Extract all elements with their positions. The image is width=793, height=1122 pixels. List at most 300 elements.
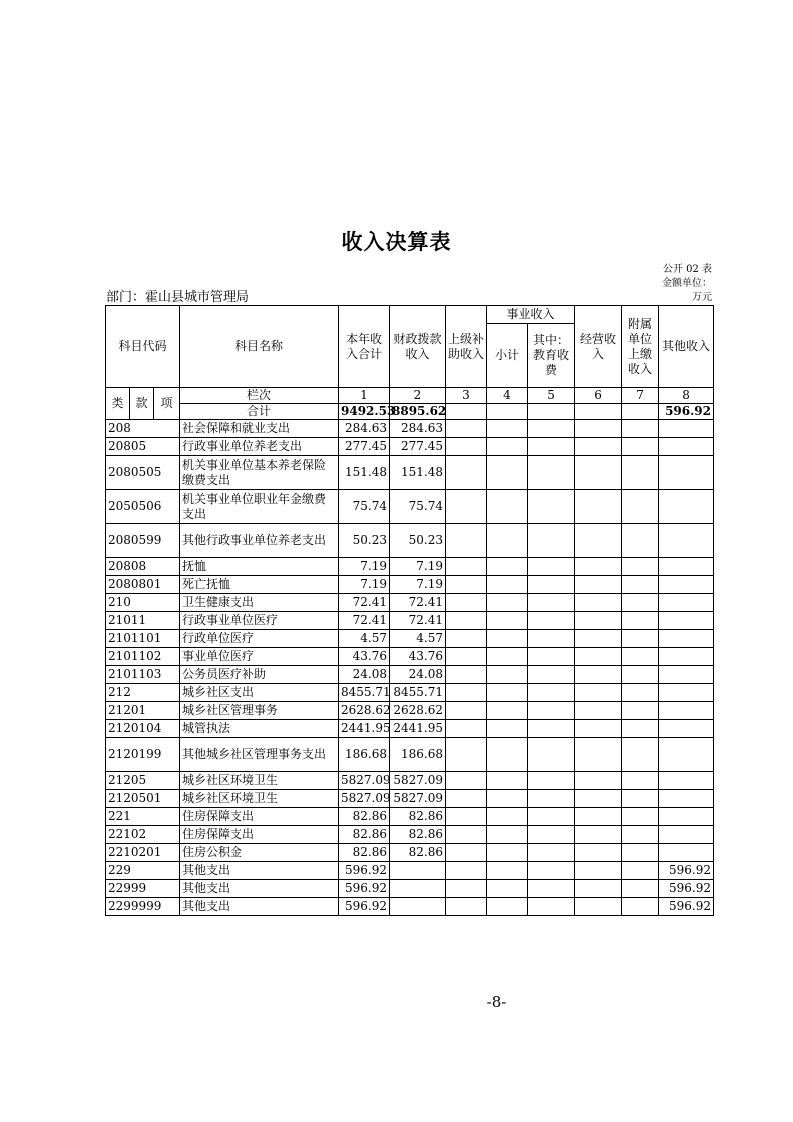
row-col8: [659, 630, 714, 648]
row-col7: [622, 594, 659, 612]
row-code: 229: [106, 862, 180, 880]
row-col6: [575, 738, 622, 772]
row-name: 城乡社区环境卫生: [180, 772, 339, 790]
row-col5: [528, 720, 575, 738]
row-col1: 596.92: [339, 898, 390, 916]
row-name: 事业单位医疗: [180, 648, 339, 666]
row-col2: 7.19: [390, 558, 446, 576]
row-col3: [446, 594, 487, 612]
row-col6: [575, 594, 622, 612]
row-col5: [528, 576, 575, 594]
row-name: 城乡社区支出: [180, 684, 339, 702]
row-col2: 50.23: [390, 524, 446, 558]
row-name: 机关事业单位基本养老保险缴费支出: [180, 456, 339, 490]
row-col4: [487, 844, 528, 862]
row-col2: [390, 898, 446, 916]
row-col1: 2441.95: [339, 720, 390, 738]
row-col7: [622, 612, 659, 630]
row-name: 城管执法: [180, 720, 339, 738]
row-col2: 4.57: [390, 630, 446, 648]
row-col6: [575, 684, 622, 702]
row-col1: 82.86: [339, 826, 390, 844]
header-col4: 小计: [487, 324, 528, 388]
row-col7: [622, 844, 659, 862]
row-col5: [528, 630, 575, 648]
row-col8: [659, 648, 714, 666]
row-col3: [446, 630, 487, 648]
table-row: [106, 684, 714, 702]
row-col4: [487, 826, 528, 844]
row-col2: [390, 880, 446, 898]
row-col5: [528, 862, 575, 880]
row-col7: [622, 684, 659, 702]
table-row: [106, 666, 714, 684]
row-code: 2050506: [106, 490, 180, 524]
row-col1: 75.74: [339, 490, 390, 524]
row-col3: [446, 898, 487, 916]
row-col4: [487, 490, 528, 524]
row-col3: [446, 808, 487, 826]
row-code: 22999: [106, 880, 180, 898]
table-row: [106, 456, 714, 490]
row-col5: [528, 490, 575, 524]
row-code: 2120104: [106, 720, 180, 738]
row-col2: 8455.71: [390, 684, 446, 702]
row-code: 22102: [106, 826, 180, 844]
table-row: [106, 738, 714, 772]
table-row: [106, 438, 714, 456]
row-col5: [528, 826, 575, 844]
row-col4: [487, 880, 528, 898]
row-col8: [659, 420, 714, 438]
row-col5: [528, 666, 575, 684]
header-col3: 上级补助收入: [446, 306, 487, 388]
row-col7: [622, 456, 659, 490]
row-code: 210: [106, 594, 180, 612]
table-row: [106, 862, 714, 880]
row-col1: 72.41: [339, 612, 390, 630]
row-col3: [446, 666, 487, 684]
table-row: [106, 898, 714, 916]
row-col7: [622, 490, 659, 524]
table-row: [106, 702, 714, 720]
row-col4: [487, 702, 528, 720]
row-col2: 2441.95: [390, 720, 446, 738]
row-code: 208: [106, 420, 180, 438]
row-col6: [575, 898, 622, 916]
row-col3: [446, 862, 487, 880]
table-row: [106, 790, 714, 808]
row-col5: [528, 772, 575, 790]
header-row-3: [106, 388, 714, 404]
total-col3: [446, 404, 487, 420]
total-col8: 596.92: [659, 404, 714, 420]
row-name: 卫生健康支出: [180, 594, 339, 612]
row-col1: 151.48: [339, 456, 390, 490]
row-col3: [446, 702, 487, 720]
row-name: 社会保障和就业支出: [180, 420, 339, 438]
row-col8: [659, 826, 714, 844]
row-col2: 186.68: [390, 738, 446, 772]
row-col8: [659, 684, 714, 702]
row-col2: 277.45: [390, 438, 446, 456]
row-col7: [622, 720, 659, 738]
row-col1: 50.23: [339, 524, 390, 558]
row-col5: [528, 702, 575, 720]
col-number-3: 3: [446, 388, 487, 404]
row-col7: [622, 808, 659, 826]
row-name: 其他支出: [180, 898, 339, 916]
table-row: [106, 720, 714, 738]
row-name: 住房保障支出: [180, 826, 339, 844]
row-col3: [446, 612, 487, 630]
row-col4: [487, 666, 528, 684]
row-col1: 72.41: [339, 594, 390, 612]
table-row: [106, 558, 714, 576]
row-name: 死亡抚恤: [180, 576, 339, 594]
total-col1: 9492.53: [339, 404, 390, 420]
row-code: 20808: [106, 558, 180, 576]
row-name: 城乡社区管理事务: [180, 702, 339, 720]
header-name: 科目名称: [180, 306, 339, 388]
table-row: [106, 612, 714, 630]
row-col7: [622, 862, 659, 880]
total-col7: [622, 404, 659, 420]
row-col6: [575, 630, 622, 648]
header-code: 科目代码: [106, 306, 180, 388]
row-col4: [487, 862, 528, 880]
row-col8: [659, 524, 714, 558]
row-col5: [528, 808, 575, 826]
header-col1: 本年收入合计: [339, 306, 390, 388]
row-col1: 7.19: [339, 576, 390, 594]
row-col6: [575, 880, 622, 898]
row-code: 2299999: [106, 898, 180, 916]
row-code: 21201: [106, 702, 180, 720]
row-col7: [622, 826, 659, 844]
row-col6: [575, 456, 622, 490]
row-col1: 277.45: [339, 438, 390, 456]
row-col8: [659, 772, 714, 790]
row-code: 2101102: [106, 648, 180, 666]
row-col5: [528, 790, 575, 808]
row-col7: [622, 524, 659, 558]
table-row: [106, 826, 714, 844]
row-col1: 7.19: [339, 558, 390, 576]
unit-label: 金额单位：: [662, 278, 712, 289]
row-col8: [659, 558, 714, 576]
row-col7: [622, 738, 659, 772]
row-col5: [528, 594, 575, 612]
row-col8: [659, 738, 714, 772]
row-col6: [575, 862, 622, 880]
row-col5: [528, 844, 575, 862]
row-col8: [659, 790, 714, 808]
col-number-2: 2: [390, 388, 446, 404]
row-col4: [487, 738, 528, 772]
row-col6: [575, 772, 622, 790]
row-col4: [487, 684, 528, 702]
header-row-1: [106, 306, 714, 324]
row-col7: [622, 576, 659, 594]
row-col8: 596.92: [659, 898, 714, 916]
row-col2: 82.86: [390, 826, 446, 844]
row-code: 2080505: [106, 456, 180, 490]
row-col3: [446, 456, 487, 490]
total-col4: [487, 404, 528, 420]
row-name: 其他行政事业单位养老支出: [180, 524, 339, 558]
row-code: 2080801: [106, 576, 180, 594]
row-col3: [446, 524, 487, 558]
row-code: 21011: [106, 612, 180, 630]
table-row: [106, 844, 714, 862]
total-col6: [575, 404, 622, 420]
row-col3: [446, 790, 487, 808]
row-col2: 82.86: [390, 844, 446, 862]
row-col6: [575, 666, 622, 684]
row-col2: 24.08: [390, 666, 446, 684]
row-col2: 5827.09: [390, 772, 446, 790]
total-row: [106, 404, 714, 420]
col-number-7: 7: [622, 388, 659, 404]
row-col3: [446, 576, 487, 594]
row-col7: [622, 630, 659, 648]
row-name: 住房公积金: [180, 844, 339, 862]
row-col7: [622, 772, 659, 790]
row-col7: [622, 666, 659, 684]
row-code: 212: [106, 684, 180, 702]
unit-value: 万元: [692, 292, 712, 303]
row-col8: [659, 456, 714, 490]
row-col4: [487, 524, 528, 558]
row-col3: [446, 720, 487, 738]
row-col8: [659, 666, 714, 684]
row-col5: [528, 438, 575, 456]
row-col6: [575, 702, 622, 720]
row-col3: [446, 826, 487, 844]
row-col1: 284.63: [339, 420, 390, 438]
row-code: 2080599: [106, 524, 180, 558]
row-code: 2101101: [106, 630, 180, 648]
row-col3: [446, 738, 487, 772]
row-col1: 8455.71: [339, 684, 390, 702]
total-label: 合计: [180, 404, 339, 420]
row-name: 住房保障支出: [180, 808, 339, 826]
header-col7: 附属单位上缴收入: [622, 306, 659, 388]
row-col1: 186.68: [339, 738, 390, 772]
row-col6: [575, 826, 622, 844]
row-col7: [622, 558, 659, 576]
row-col5: [528, 420, 575, 438]
row-name: 抚恤: [180, 558, 339, 576]
row-col8: [659, 438, 714, 456]
row-col2: 284.63: [390, 420, 446, 438]
row-name: 行政事业单位医疗: [180, 612, 339, 630]
row-col6: [575, 648, 622, 666]
row-col6: [575, 558, 622, 576]
row-col1: 2628.62: [339, 702, 390, 720]
row-col7: [622, 790, 659, 808]
row-col8: [659, 720, 714, 738]
row-col3: [446, 648, 487, 666]
col-number-6: 6: [575, 388, 622, 404]
row-col1: 82.86: [339, 844, 390, 862]
row-col1: 5827.09: [339, 790, 390, 808]
row-col6: [575, 808, 622, 826]
row-col6: [575, 490, 622, 524]
row-code: 221: [106, 808, 180, 826]
form-info: [662, 263, 712, 305]
header-shiye: 事业收入: [487, 306, 575, 324]
row-name: 行政事业单位养老支出: [180, 438, 339, 456]
table-row: [106, 808, 714, 826]
table-row: [106, 490, 714, 524]
header-lanci: 栏次: [180, 388, 339, 404]
department-label: 部门：霍山县城市管理局: [106, 290, 250, 305]
header-col6: 经营收入: [575, 306, 622, 388]
row-col2: 72.41: [390, 594, 446, 612]
col-number-5: 5: [528, 388, 575, 404]
row-col8: [659, 808, 714, 826]
row-name: 行政单位医疗: [180, 630, 339, 648]
row-col5: [528, 880, 575, 898]
row-col6: [575, 844, 622, 862]
row-col1: 82.86: [339, 808, 390, 826]
total-col2: 8895.62: [390, 404, 446, 420]
row-col2: 2628.62: [390, 702, 446, 720]
row-col4: [487, 438, 528, 456]
row-col8: 596.92: [659, 862, 714, 880]
row-col7: [622, 438, 659, 456]
row-col3: [446, 880, 487, 898]
row-col5: [528, 456, 575, 490]
header-col8: 其他收入: [659, 306, 714, 388]
row-name: 城乡社区环境卫生: [180, 790, 339, 808]
row-col2: 82.86: [390, 808, 446, 826]
table-row: [106, 772, 714, 790]
header-xiang: 项: [154, 388, 180, 420]
row-col6: [575, 420, 622, 438]
row-col6: [575, 438, 622, 456]
row-code: 2210201: [106, 844, 180, 862]
header-col2: 财政拨款收入: [390, 306, 446, 388]
row-col8: [659, 594, 714, 612]
row-col2: 151.48: [390, 456, 446, 490]
row-col4: [487, 648, 528, 666]
row-col4: [487, 594, 528, 612]
header-kuan: 款: [130, 388, 154, 420]
row-col3: [446, 772, 487, 790]
row-col7: [622, 420, 659, 438]
row-col1: 5827.09: [339, 772, 390, 790]
row-col2: 72.41: [390, 612, 446, 630]
row-col3: [446, 684, 487, 702]
income-table: [105, 305, 714, 916]
row-col3: [446, 438, 487, 456]
table-row: [106, 594, 714, 612]
row-col2: 43.76: [390, 648, 446, 666]
row-col5: [528, 612, 575, 630]
row-col8: [659, 702, 714, 720]
row-col7: [622, 702, 659, 720]
row-col4: [487, 790, 528, 808]
page-number: -8-: [486, 993, 507, 1011]
row-col8: [659, 576, 714, 594]
row-col4: [487, 630, 528, 648]
row-col8: [659, 612, 714, 630]
row-col5: [528, 684, 575, 702]
row-code: 2120199: [106, 738, 180, 772]
row-col6: [575, 524, 622, 558]
row-col4: [487, 720, 528, 738]
row-col4: [487, 456, 528, 490]
row-col1: 43.76: [339, 648, 390, 666]
row-col3: [446, 558, 487, 576]
col-number-1: 1: [339, 388, 390, 404]
row-col5: [528, 898, 575, 916]
row-col2: 75.74: [390, 490, 446, 524]
table-row: [106, 576, 714, 594]
row-code: 2101103: [106, 666, 180, 684]
table-row: [106, 420, 714, 438]
row-col6: [575, 576, 622, 594]
row-col2: 7.19: [390, 576, 446, 594]
row-col3: [446, 490, 487, 524]
table-row: [106, 880, 714, 898]
table-row: [106, 524, 714, 558]
row-name: 机关事业单位职业年金缴费支出: [180, 490, 339, 524]
table-row: [106, 630, 714, 648]
row-col6: [575, 720, 622, 738]
row-col7: [622, 898, 659, 916]
row-name: 其他城乡社区管理事务支出: [180, 738, 339, 772]
row-col2: [390, 862, 446, 880]
form-number: 公开 02 表: [662, 264, 712, 275]
col-number-8: 8: [659, 388, 714, 404]
row-name: 公务员医疗补助: [180, 666, 339, 684]
row-col4: [487, 576, 528, 594]
row-col4: [487, 772, 528, 790]
row-col1: 24.08: [339, 666, 390, 684]
row-col5: [528, 648, 575, 666]
row-col5: [528, 558, 575, 576]
header-lei: 类: [106, 388, 130, 420]
row-col7: [622, 880, 659, 898]
row-col4: [487, 612, 528, 630]
row-col4: [487, 808, 528, 826]
row-code: 21205: [106, 772, 180, 790]
table-row: [106, 648, 714, 666]
row-col5: [528, 524, 575, 558]
header-col5: 其中：教育收费: [528, 324, 575, 388]
row-col2: 5827.09: [390, 790, 446, 808]
row-col8: [659, 490, 714, 524]
row-col7: [622, 648, 659, 666]
row-name: 其他支出: [180, 880, 339, 898]
row-code: 20805: [106, 438, 180, 456]
row-col1: 596.92: [339, 862, 390, 880]
row-code: 2120501: [106, 790, 180, 808]
row-col1: 4.57: [339, 630, 390, 648]
page-title: 收入决算表: [341, 230, 452, 254]
row-col1: 596.92: [339, 880, 390, 898]
row-col4: [487, 420, 528, 438]
row-col6: [575, 612, 622, 630]
row-col6: [575, 790, 622, 808]
row-col3: [446, 844, 487, 862]
row-col5: [528, 738, 575, 772]
row-col3: [446, 420, 487, 438]
